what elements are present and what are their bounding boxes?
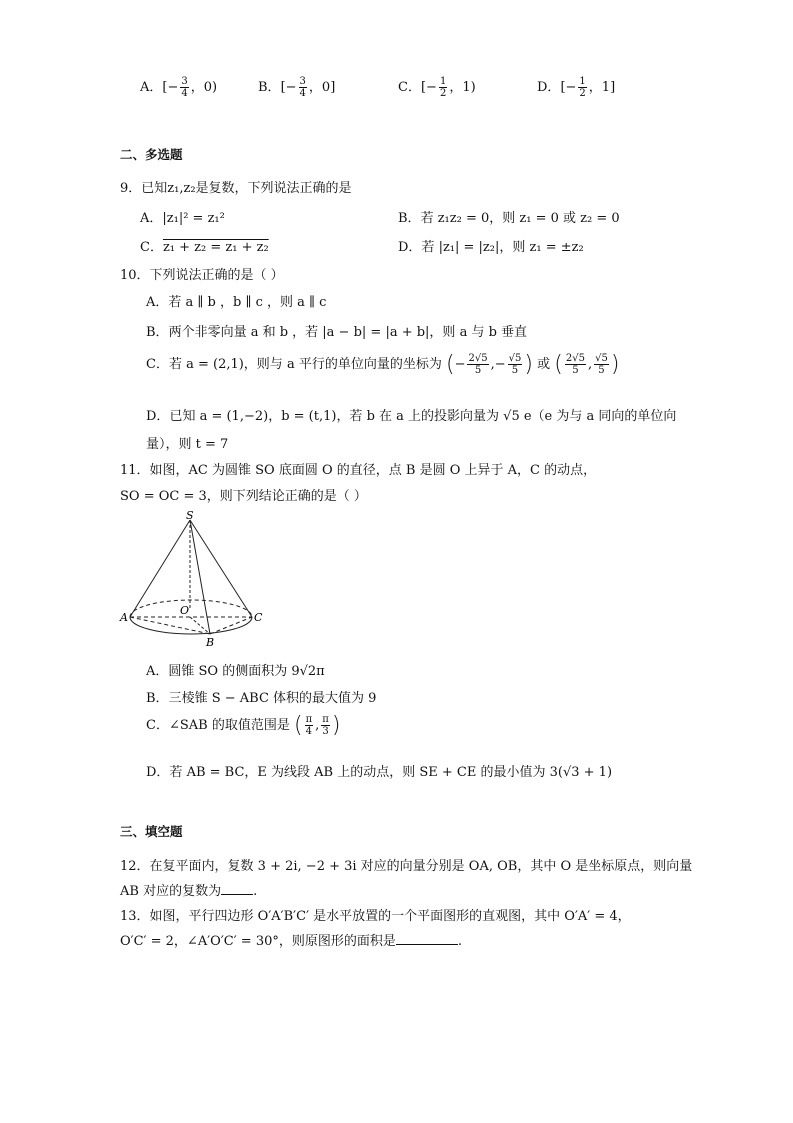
q11-option-c: C．∠SAB 的取值范围是 ( $\frac{\pi}{4}$ , $\frac{\pi}{3}$ )	[146, 713, 341, 738]
q11-option-a: A．圆锥 SO 的侧面积为 9√2π	[146, 664, 325, 679]
cone-label-b: B	[206, 636, 215, 649]
q8-option-b: B．[− $\frac{3}{4}$ ，0]	[258, 76, 336, 99]
cone-base-back	[130, 600, 252, 617]
q11-stem-line1: 11．如图，AC 为圆锥 SO 底面圆 O 的直径，点 B 是圆 O 上异于 A，C 的动点，	[120, 463, 597, 478]
q10-option-b: B．两个非零向量 a 和 b ，若 |a − b| = |a + b|，则 a 与 b 垂直	[146, 325, 528, 340]
section-title-fill-in: 三、填空题	[120, 824, 183, 839]
q12-line1: 12．在复平面内，复数 3 + 2i, −2 + 3i 对应的向量分别是 OA, OB，其中 O 是坐标原点，则向量	[120, 859, 693, 874]
q8-option-a: A．[− $\frac{3}{4}$ ，0)	[140, 76, 218, 99]
q8-option-c: C．[− $\frac{1}{2}$ ，1)	[398, 76, 476, 99]
q9-option-b: B．若 z₁z₂ = 0，则 z₁ = 0 或 z₂ = 0	[398, 211, 620, 226]
cone-chord-ab	[130, 617, 210, 634]
q9-option-d: D．若 |z₁| = |z₂|，则 z₁ = ±z₂	[398, 240, 584, 255]
cone-figure	[118, 510, 268, 650]
q11-stem-line2: SO = OC = 3，则下列结论正确的是（ ）	[120, 489, 367, 504]
q12-answer-blank[interactable]	[221, 894, 253, 895]
q10-stem: 10．下列说法正确的是（ ）	[120, 268, 284, 283]
q13-answer-blank[interactable]	[396, 944, 458, 945]
q11-option-b: B．三棱锥 S − ABC 体积的最大值为 9	[146, 691, 377, 706]
q10-option-c: C．若 a = (2,1)，则与 a 平行的单位向量的坐标为 (− $\frac{2√5}{5}$ ,− $\frac{√5}{5}$ ) 或 ( $\frac{2√5}{5}$ , $\frac{√5}{5}$ )	[146, 352, 620, 377]
q9-option-c: C．z₁ + z₂ = z₁ + z₂	[140, 240, 269, 255]
q10-option-d: D．已知 a = (1,−2)，b = (t,1)，若 b 在 a 上的投影向量为 √5 e（e 为与 a 同向的单位向	[146, 409, 677, 424]
cone-label-a: A	[120, 611, 128, 624]
section-title-multiple-choice: 二、多选题	[120, 147, 183, 162]
q13-line2: O′C′ = 2，∠A′O′C′ = 30°，则原图形的面积是 .	[120, 934, 463, 949]
cone-edge-sc	[190, 520, 252, 617]
q10-option-d-cont: 量），则 t = 7	[146, 437, 229, 452]
cone-base-front	[130, 617, 252, 634]
q10-option-a: A．若 a ∥ b ，b ∥ c ，则 a ∥ c	[146, 295, 327, 310]
q9-option-a: A．|z₁|² = z₁²	[140, 211, 225, 226]
cone-label-c: C	[254, 611, 263, 624]
q8-option-d: D．[− $\frac{1}{2}$ ，1]	[537, 76, 616, 99]
q11-option-d: D．若 AB = BC，E 为线段 AB 上的动点，则 SE + CE 的最小值为 3(√3 + 1)	[146, 765, 613, 780]
cone-label-o: O	[180, 604, 190, 617]
q12-line2: AB 对应的复数为 .	[120, 884, 258, 899]
q13-line1: 13．如图，平行四边形 O′A′B′C′ 是水平放置的一个平面图形的直观图，其中 O′A′ = 4，	[120, 909, 631, 924]
cone-chord-bc	[210, 617, 252, 634]
cone-label-s: S	[186, 510, 194, 522]
q9-stem: 9．已知z₁,z₂是复数，下列说法正确的是	[120, 181, 352, 196]
